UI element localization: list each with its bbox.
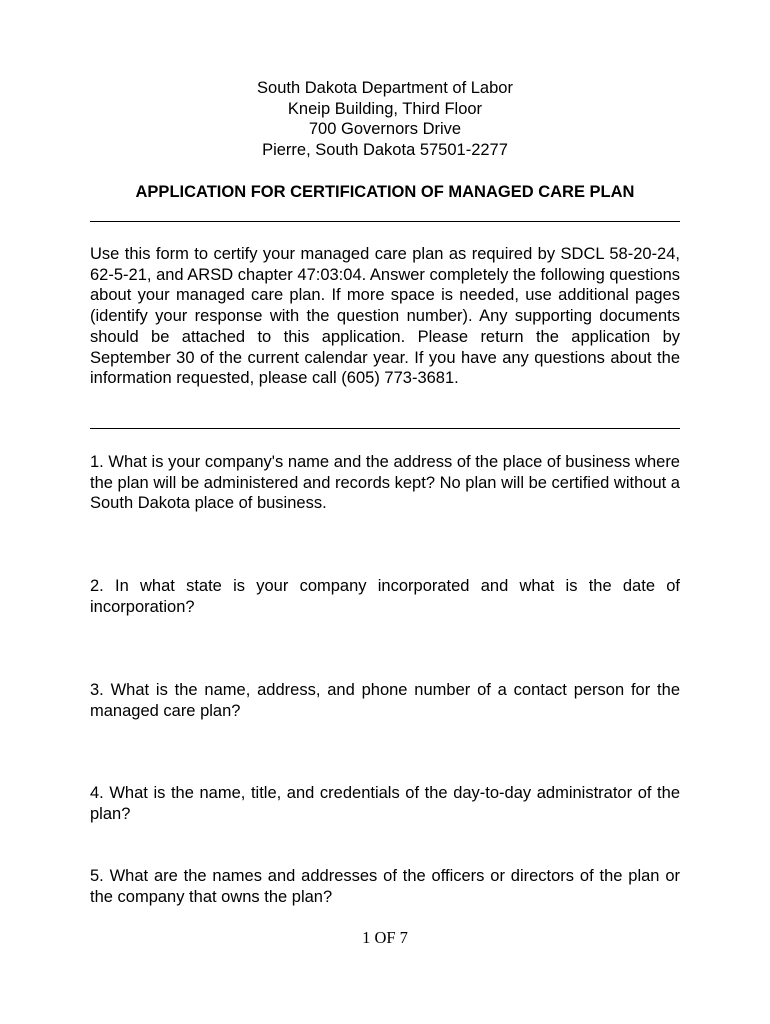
agency-street: 700 Governors Drive — [308, 120, 462, 139]
question-1: 1. What is your company's name and the address of the place of business where the plan will be administered and records kept? No plan will be certified without a South Dakota place of business. — [90, 453, 680, 513]
agency-address-block — [90, 78, 680, 161]
question-2: 2. In what state is your company incorporated and what is the date of incorporation? — [90, 577, 680, 616]
agency-building: Kneip Building, Third Floor — [287, 99, 483, 118]
divider-bottom — [90, 428, 680, 429]
agency-city: Pierre, South Dakota 57501-2277 — [262, 141, 508, 160]
question-3: 3. What is the name, address, and phone number of a contact person for the managed care plan? — [90, 681, 680, 720]
page-number: 1 OF 7 — [362, 928, 408, 947]
instructions-paragraph: Use this form to certify your managed care plan as required by SDCL 58-20-24, 62-5-21, and ARSD chapter 47:03:04. Answer completely the following questions about your managed care plan. If more space is needed, use additional pages (identify your response with the question number). Any supporting documents should be attached to this application. Please return the application by September 30 of the current calendar year. If you have any questions about the information requested, please call (605) 773-3681. — [90, 245, 680, 388]
divider-top — [90, 221, 680, 222]
form-title: APPLICATION FOR CERTIFICATION OF MANAGED CARE PLAN — [135, 183, 635, 201]
question-5: 5. What are the names and addresses of the officers or directors of the plan or the company that owns the plan? — [90, 867, 680, 906]
agency-name: South Dakota Department of Labor — [257, 79, 513, 97]
question-4: 4. What is the name, title, and credentials of the day-to-day administrator of the plan? — [90, 784, 680, 823]
